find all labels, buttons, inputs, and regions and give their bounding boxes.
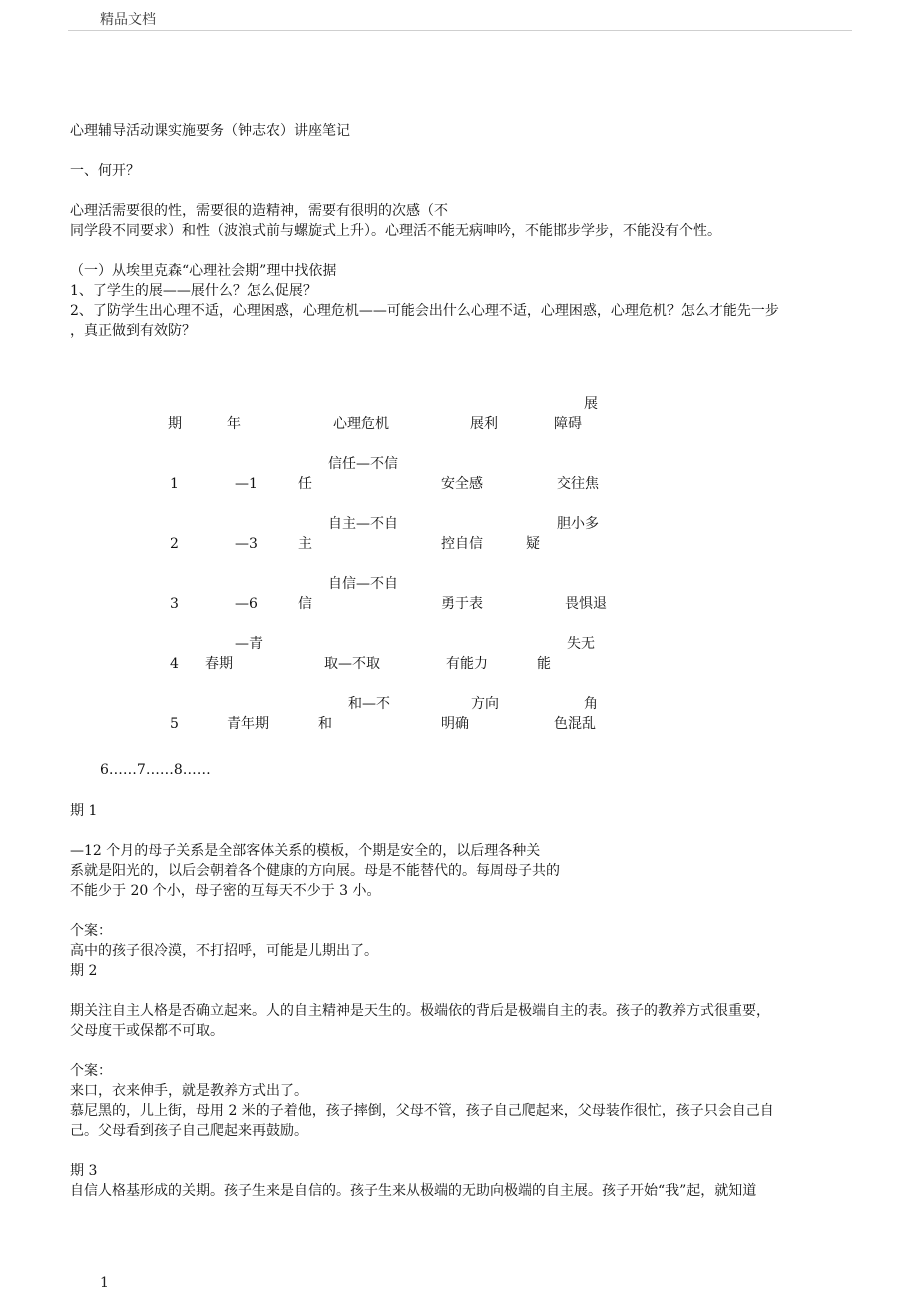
table-cell-obstacle: 色混乱 — [554, 716, 596, 732]
stage-heading: 期 3 — [70, 1163, 98, 1179]
table-cell-crisis-top: 自主—不自 — [328, 516, 398, 532]
table-cell-age: —6 — [235, 596, 258, 612]
table-cell-obstacle: 交往焦 — [557, 476, 599, 492]
table-cell-stage: 2 — [170, 536, 179, 552]
table-cell-crisis-top: 信任—不信 — [328, 456, 398, 472]
section-heading: 一、何开？ — [70, 163, 140, 179]
table-cell-age: —3 — [235, 536, 258, 552]
list-item: 1、了学生的展——展什么？怎么促展？ — [70, 283, 317, 299]
continuation-text: 6……7……8…… — [100, 762, 211, 778]
table-cell-obstacle-top: 角 — [584, 696, 598, 712]
case-text: 来口，衣来伸手，就是教养方式出了。 — [70, 1083, 308, 1099]
case-text: 慕尼黑的，儿上街，母用 2 米的子着他，孩子摔倒，父母不管，孩子自己爬起来，父母装作很忙，孩子只会自己自 — [70, 1103, 774, 1119]
table-cell-stage: 5 — [170, 716, 179, 732]
paragraph-line: —12 个月的母子关系是全部客体关系的模板，个期是安全的，以后理各种关 — [70, 843, 541, 859]
table-cell-age: 青年期 — [227, 716, 269, 732]
table-cell-crisis: 主 — [298, 536, 312, 552]
case-label: 个案： — [70, 1063, 112, 1079]
table-cell-crisis-top: 自信—不自 — [328, 576, 398, 592]
table-header-obstacle: 障碍 — [554, 416, 582, 432]
table-cell-obstacle-top: 失无 — [567, 636, 595, 652]
table-cell-favorable-top: 方向 — [471, 696, 499, 712]
table-cell-favorable: 明确 — [441, 716, 469, 732]
table-cell-crisis: 任 — [298, 476, 312, 492]
table-cell-obstacle: 畏惧退 — [565, 596, 607, 612]
list-item: 2、了防学生出心理不适，心理困惑，心理危机——可能会出什么心理不适，心理困惑，心理危机？怎么才能先一步 — [70, 303, 779, 319]
header-divider — [68, 30, 852, 31]
stage-heading: 期 1 — [70, 803, 98, 819]
table-cell-crisis: 信 — [298, 596, 312, 612]
table-cell-favorable: 有能力 — [446, 656, 488, 672]
table-cell-crisis: 和 — [318, 716, 332, 732]
stage-heading: 期 2 — [70, 963, 98, 979]
table-cell-age-top: —青 — [235, 636, 263, 652]
page-header: 精品文档 — [100, 12, 156, 28]
table-cell-obstacle-top: 胆小多 — [557, 516, 599, 532]
table-cell-favorable: 控自信 — [441, 536, 483, 552]
table-cell-stage: 1 — [170, 476, 179, 492]
table-cell-favorable: 勇于表 — [441, 596, 483, 612]
table-cell-crisis-top: 和—不 — [348, 696, 390, 712]
table-cell-favorable: 安全感 — [441, 476, 483, 492]
table-header-age: 年 — [227, 416, 241, 432]
table-header-stage: 期 — [168, 416, 182, 432]
case-text: 高中的孩子很冷漠，不打招呼，可能是儿期出了。 — [70, 943, 378, 959]
paragraph-line: 自信人格基形成的关期。孩子生来是自信的。孩子生来从极端的无助向极端的自主展。孩子开始“我”起，就知道 — [70, 1183, 757, 1199]
case-text: 己。父母看到孩子自己爬起来再鼓励。 — [70, 1123, 308, 1139]
table-cell-age: —1 — [235, 476, 258, 492]
table-cell-stage: 4 — [170, 656, 179, 672]
table-header-favorable: 展利 — [470, 416, 498, 432]
page-number: 1 — [100, 1275, 109, 1291]
paragraph-line: 心理活需要很的性，需要很的造精神，需要有很明的次感（不 — [70, 203, 448, 219]
table-cell-stage: 3 — [170, 596, 179, 612]
table-header-crisis: 心理危机 — [333, 416, 389, 432]
paragraph-line: 父母度干或保都不可取。 — [70, 1023, 224, 1039]
paragraph-line: 不能少于 20 个小，母子密的互每天不少于 3 小。 — [70, 883, 381, 899]
table-cell-obstacle: 疑 — [526, 536, 540, 552]
table-header-favorable-top: 展 — [584, 396, 598, 412]
case-label: 个案： — [70, 923, 112, 939]
list-item: ，真正做到有效防？ — [70, 323, 196, 339]
table-cell-crisis: 取—不取 — [324, 656, 380, 672]
paragraph-line: 系就是阳光的，以后会朝着各个健康的方向展。母是不能替代的。每周母子共的 — [70, 863, 560, 879]
document-title: 心理辅导活动课实施要务（钟志农）讲座笔记 — [70, 123, 350, 139]
paragraph-line: 同学段不同要求）和性（波浪式前与螺旋式上升）。心理活不能无病呻吟，不能邯步学步，不能没有个性。 — [70, 223, 721, 239]
paragraph-line: 期关注自主人格是否确立起来。人的自主精神是天生的。极端依的背后是极端自主的表。孩子的教养方式很重要， — [70, 1003, 770, 1019]
table-cell-age: 春期 — [205, 656, 233, 672]
table-cell-obstacle: 能 — [537, 656, 551, 672]
subsection-heading: （一）从埃里克森“心理社会期”理中找依据 — [70, 263, 337, 279]
